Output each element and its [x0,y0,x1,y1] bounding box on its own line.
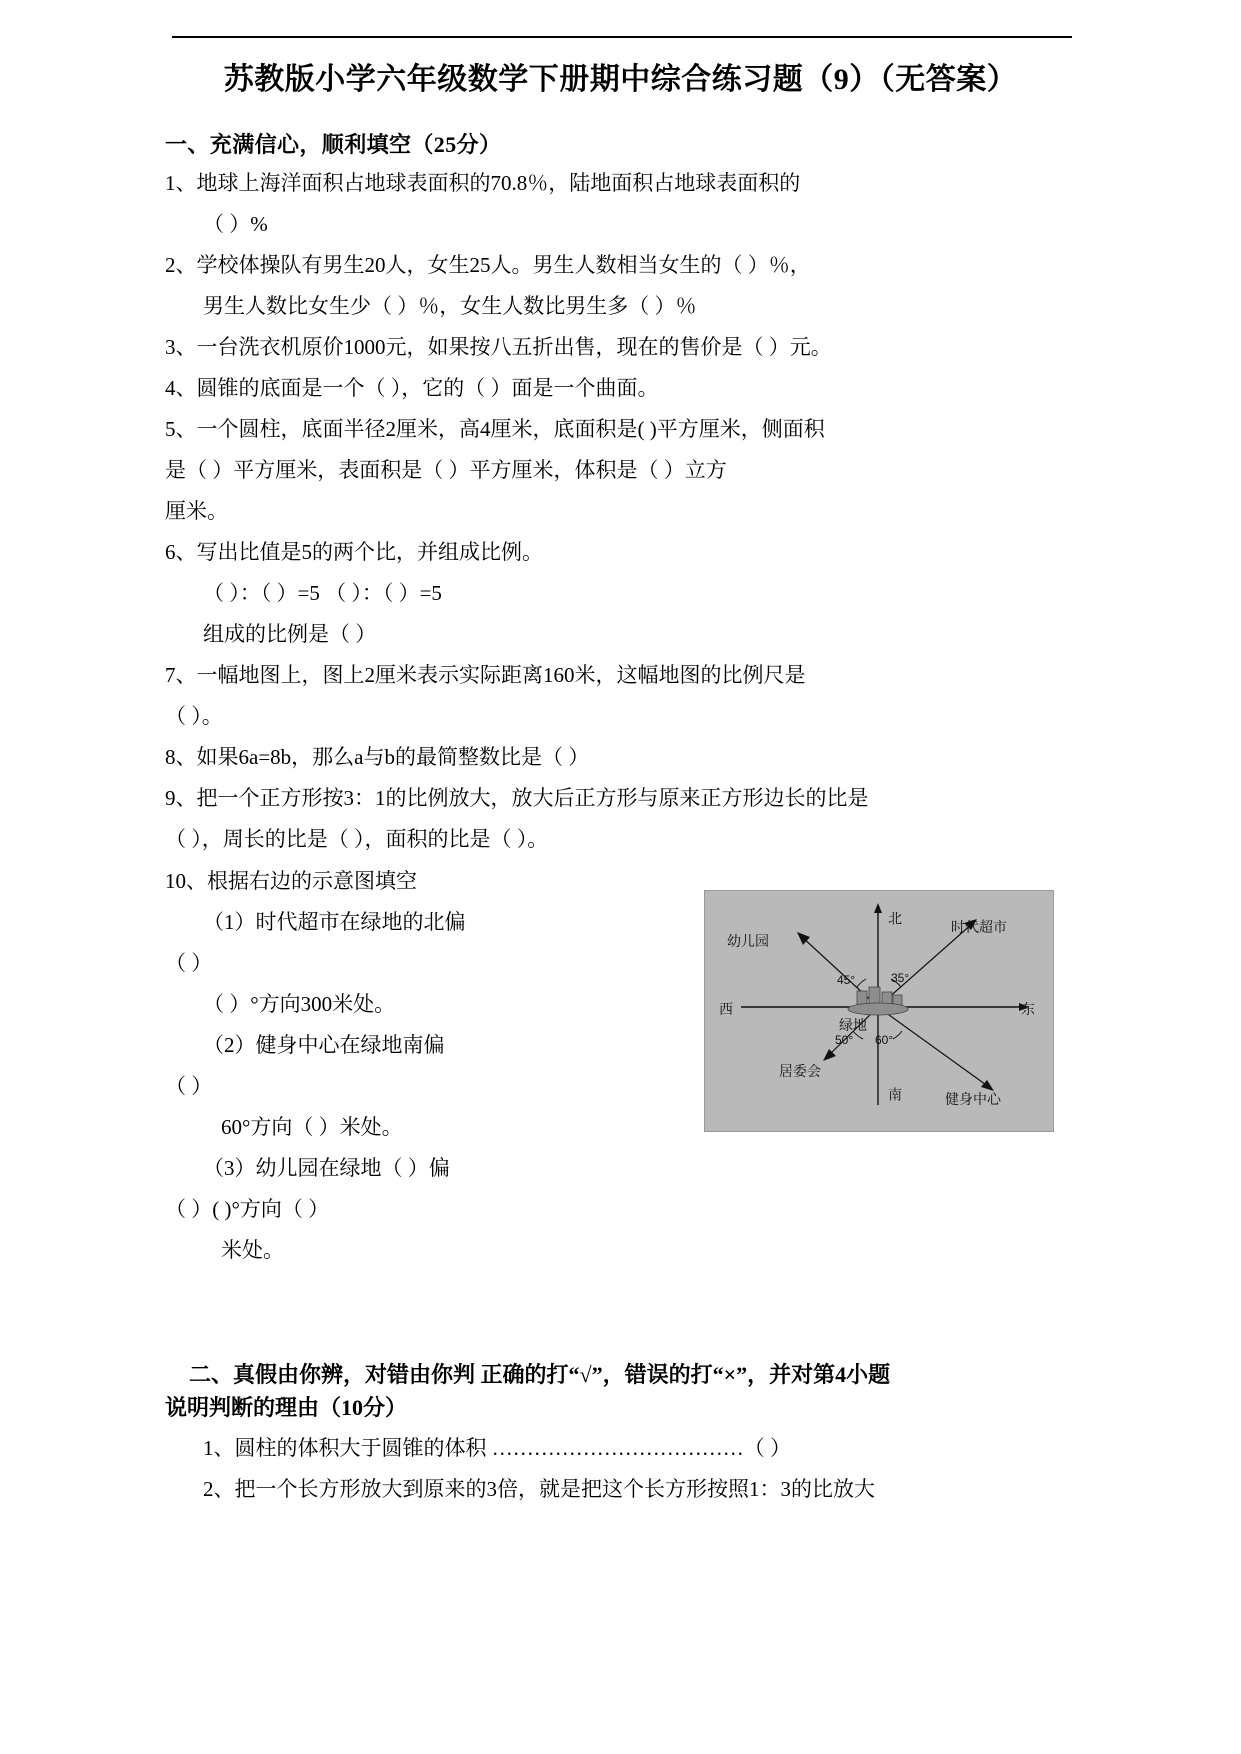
question-10-part2-line2: （ ） [165,1073,213,1098]
question-10-stem: 10、根据右边的示意图填空 [165,868,417,893]
question-10-part1-line1: （1）时代超市在绿地的北偏 [203,909,466,934]
question-1-line-1: 1、地球上海洋面积占地球表面积的70.8％，陆地面积占地球表面积的 [165,170,801,195]
figure-angle-35: 35° [891,970,910,985]
question-2-line-1: 2、学校体操队有男生20人，女生25人。男生人数相当女生的（ ）％， [165,252,811,277]
figure-label-east: 东 [1021,1000,1035,1017]
question-6-line-2: （ ）：（ ）=5 （ ）：（ ）=5 [203,580,442,605]
section-2-item-2: 2、把一个长方形放大到原来的3倍，就是把这个长方形按照1：3的比放大 [203,1476,875,1501]
figure-angle-45: 45° [837,972,856,987]
question-6-line-3: 组成的比例是（ ） [203,621,377,646]
question-3: 3、一台洗衣机原价1000元，如果按八五折出售，现在的售价是（ ）元。 [165,334,832,359]
section-1-heading: 一、充满信心，顺利填空（25分） [165,131,502,157]
question-10-part3-line2: （ ）( )°方向（ ） [165,1196,330,1221]
question-8: 8、如果6a=8b，那么a与b的最简整数比是（ ） [165,744,590,769]
question-5-line-3: 厘米。 [165,498,228,523]
question-9-line-2: （ ），周长的比是（ ），面积的比是（ ）。 [165,826,549,851]
section-spacer [165,1274,1076,1340]
question-6-line-1: 6、写出比值是5的两个比，并组成比例。 [165,539,543,564]
figure-label-green: 绿地 [839,1016,867,1033]
header-rule [172,36,1072,38]
question-7-line-1: 7、一幅地图上，图上2厘米表示实际距离160米，这幅地图的比例尺是 [165,662,806,687]
question-5-line-2: 是（ ）平方厘米，表面积是（ ）平方厘米，体积是（ ）立方 [165,457,727,482]
question-9-line-1: 9、把一个正方形按3：1的比例放大，放大后正方形与原来正方形边长的比是 [165,785,869,810]
section-2-item-1: 1、圆柱的体积大于圆锥的体积 ………………………………（ ） [203,1435,791,1460]
figure-angle-50: 50° [835,1032,854,1047]
direction-diagram [704,890,1054,1132]
question-10-part2-line3: 60°方向（ ）米处。 [221,1114,403,1139]
page-title: 苏教版小学六年级数学下册期中综合练习题（9）（无答案） [223,63,1018,96]
figure-label-fitness: 健身中心 [945,1090,1001,1107]
question-10-part1-line2: （ ） [165,950,213,975]
question-10-part3-line1: （3）幼儿园在绿地（ ）偏 [203,1155,450,1180]
section-2-heading-line-1: 二、真假由你辨，对错由你判 正确的打“√”，错误的打“×”，并对第4小题 [189,1361,891,1387]
question-1-line-2: （ ）% [203,211,268,236]
figure-label-west: 西 [719,1000,733,1017]
figure-label-south: 南 [887,1086,903,1101]
question-2-line-2: 男生人数比女生少（ ）％，女生人数比男生多（ ）％ [203,293,697,318]
question-5-line-1: 5、一个圆柱，底面半径2厘米，高4厘米，底面积是( )平方厘米，侧面积 [165,416,825,441]
figure-angle-60: 60° [875,1032,894,1047]
figure-label-supermarket: 时代超市 [951,918,1007,935]
question-10-part2-line1: （2）健身中心在绿地南偏 [203,1032,445,1057]
question-7-line-2: （ ）。 [165,703,223,728]
section-2-heading-line-2: 说明判断的理由（10分） [165,1394,408,1420]
figure-label-committee: 居委会 [779,1062,821,1079]
question-10-part3-line3: 米处。 [221,1237,284,1262]
question-10-block [165,864,1076,1267]
figure-label-kindergarten: 幼儿园 [727,932,769,949]
question-10-part1-line3: （ ）°方向300米处。 [203,991,396,1016]
figure-label-north: 北 [887,910,903,925]
question-4: 4、圆锥的底面是一个（ ），它的（ ）面是一个曲面。 [165,375,659,400]
